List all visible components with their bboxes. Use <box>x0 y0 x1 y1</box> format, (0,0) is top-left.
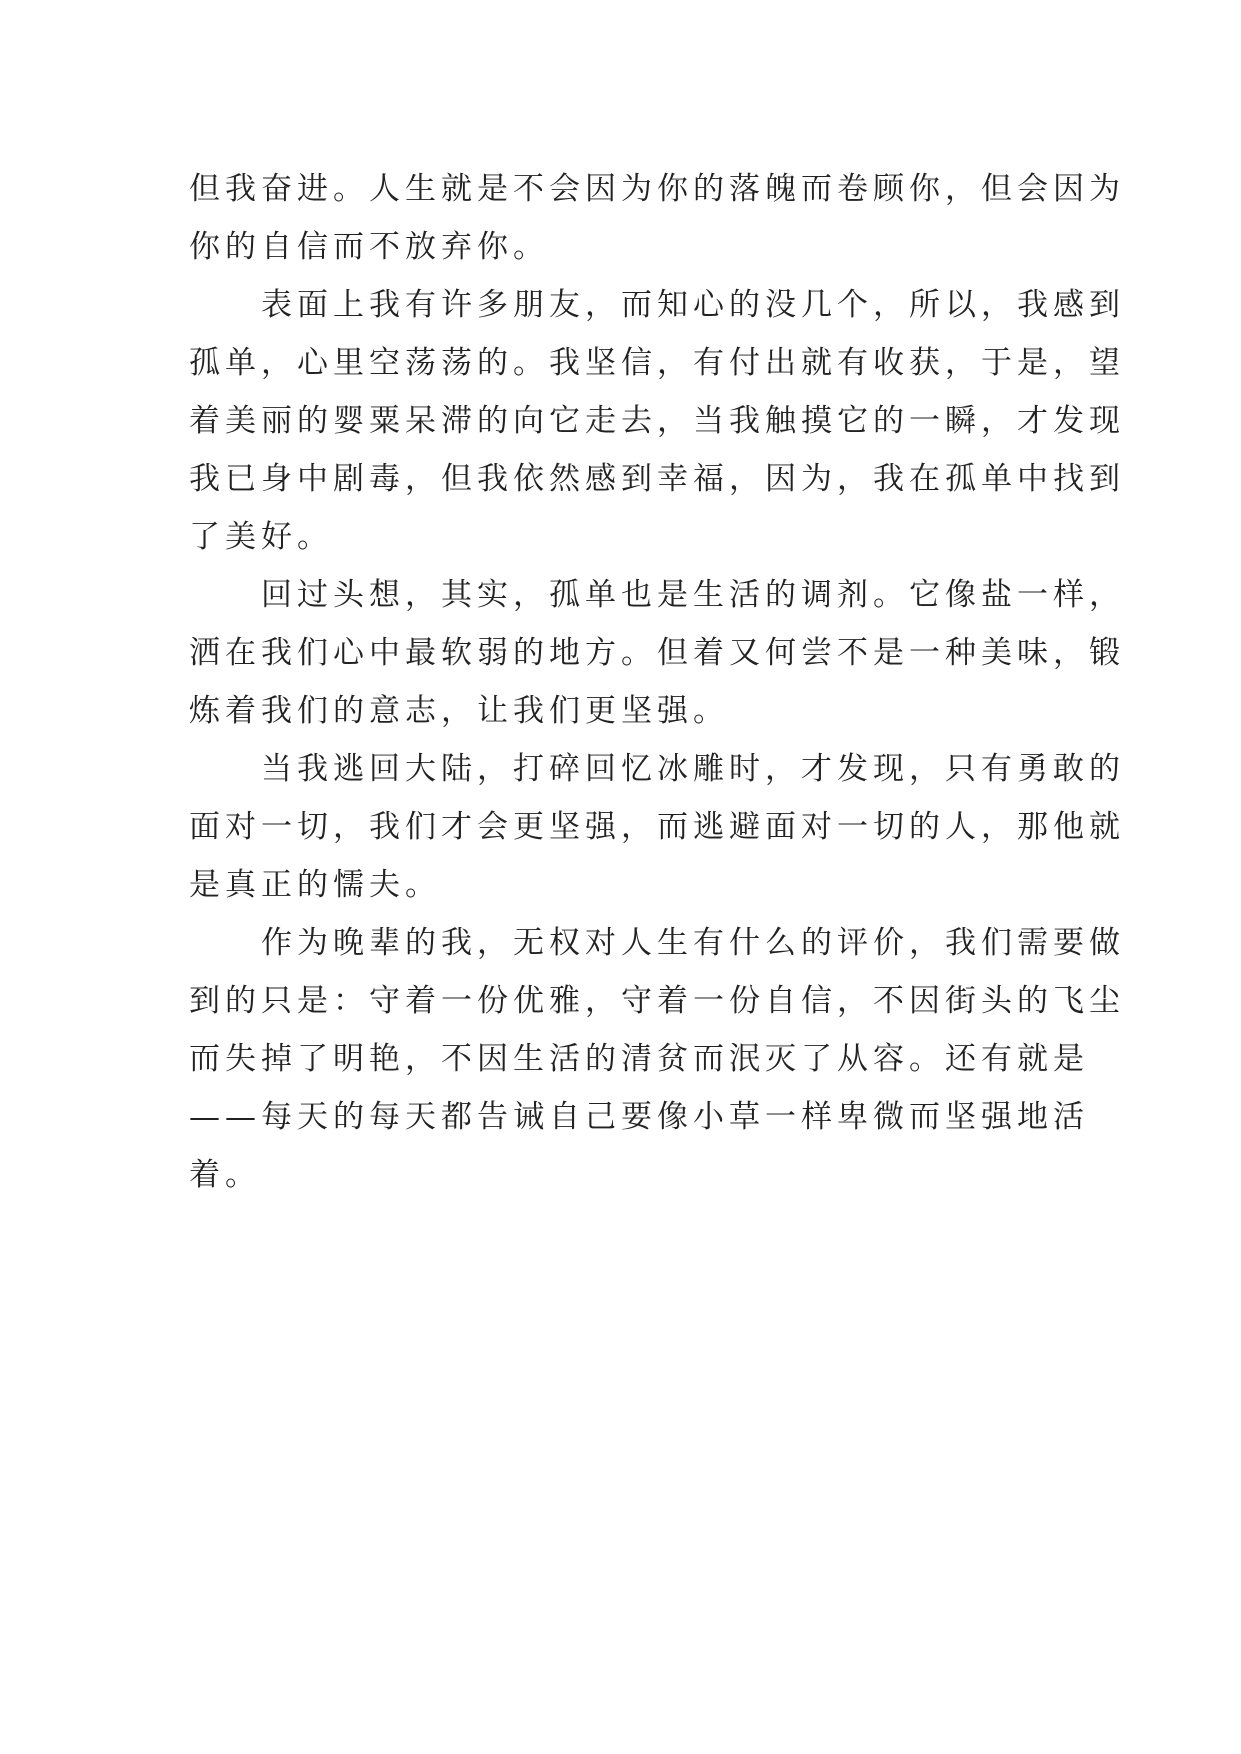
text-line: 我已身中剧毒，但我依然感到幸福，因为，我在孤单中找到 <box>189 461 1125 497</box>
text-line: 但我奋进。人生就是不会因为你的落魄而卷顾你，但会因为 <box>189 171 1125 207</box>
text-line: 作为晚辈的我，无权对人生有什么的评价，我们需要做 <box>189 925 1125 961</box>
text-line: 孤单，心里空荡荡的。我坚信，有付出就有收获，于是，望 <box>189 345 1125 381</box>
text-line: 到的只是：守着一份优雅，守着一份自信，不因街头的飞尘 <box>189 983 1125 1019</box>
text-line: ——每天的每天都告诫自己要像小草一样卑微而坚强地活 <box>189 1099 1089 1135</box>
text-line: 了美好。 <box>189 519 333 555</box>
text-line: 炼着我们的意志，让我们更坚强。 <box>189 693 729 729</box>
text-line: 你的自信而不放弃你。 <box>189 229 549 265</box>
text-line: 表面上我有许多朋友，而知心的没几个，所以，我感到 <box>189 287 1125 323</box>
text-line: 面对一切，我们才会更坚强，而逃避面对一切的人，那他就 <box>189 809 1125 845</box>
text-line: 当我逃回大陆，打碎回忆冰雕时，才发现，只有勇敢的 <box>189 751 1125 787</box>
text-line: 而失掉了明艳，不因生活的清贫而泯灭了从容。还有就是 <box>189 1041 1089 1077</box>
text-line: 着。 <box>189 1157 261 1193</box>
text-line: 着美丽的婴粟呆滞的向它走去，当我触摸它的一瞬，才发现 <box>189 403 1125 439</box>
document-body <box>189 160 1125 1204</box>
text-line: 洒在我们心中最软弱的地方。但着又何尝不是一种美味，锻 <box>189 635 1125 671</box>
text-line: 是真正的懦夫。 <box>189 867 441 903</box>
text-line: 回过头想，其实，孤单也是生活的调剂。它像盐一样， <box>189 577 1125 613</box>
